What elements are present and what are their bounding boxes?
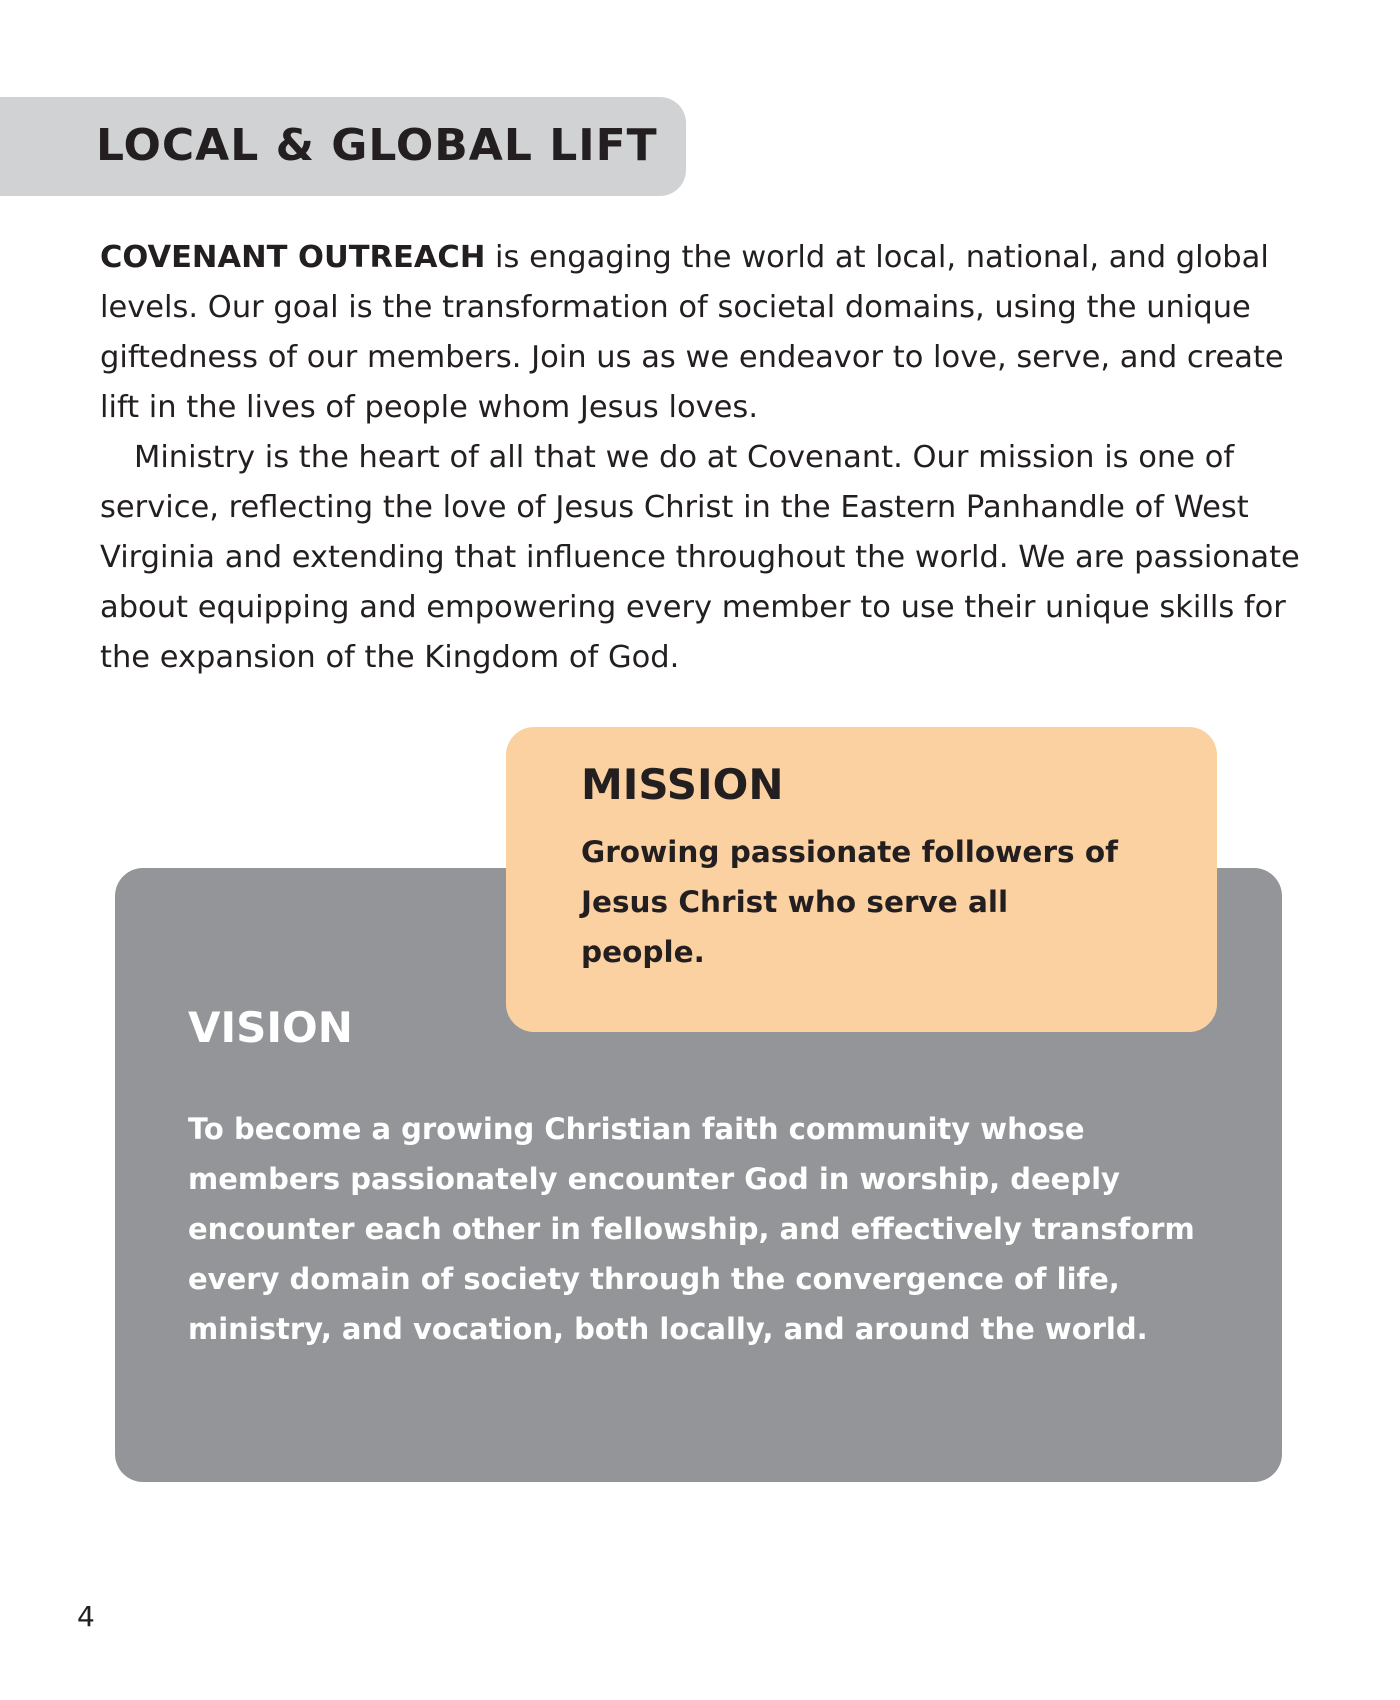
mission-statement: Growing passionate followers of Jesus Christ who serve all people. <box>581 835 1118 969</box>
mission-heading: MISSION <box>581 760 784 809</box>
intro-lead: COVENANT OUTREACH <box>100 240 486 275</box>
section-title: LOCAL & GLOBAL LIFT <box>96 120 658 171</box>
intro-paragraph-1-body: is engaging the world at local, national, and global levels. Our goal is the transformation of societal domains, using the unique giftedness of our members. Join us as we endeavor to love, serve, and create lift in the lives of people whom Jesus loves. <box>100 240 1284 425</box>
mission-box <box>506 727 1217 1032</box>
vision-statement: To become a growing Christian faith community whose members passionately encounter God in worship, deeply encounter each other in fellowship, and effectively transform every domain of society through the convergence of life, ministry, and vocation, both locally, and around the world. <box>188 1112 1195 1346</box>
intro-text <box>100 233 1320 683</box>
intro-paragraph-1 <box>100 233 1320 433</box>
section-header-band <box>0 97 686 196</box>
page-number: 4 <box>77 1600 95 1633</box>
vision-heading: VISION <box>188 1003 353 1052</box>
intro-paragraph-2: Ministry is the heart of all that we do at Covenant. Our mission is one of service, reflecting the love of Jesus Christ in the Eastern Panhandle of West Virginia and extending that influence throughout the world. We are passionate about equipping and empowering every member to use their unique skills for the expansion of the Kingdom of God. <box>100 440 1300 675</box>
